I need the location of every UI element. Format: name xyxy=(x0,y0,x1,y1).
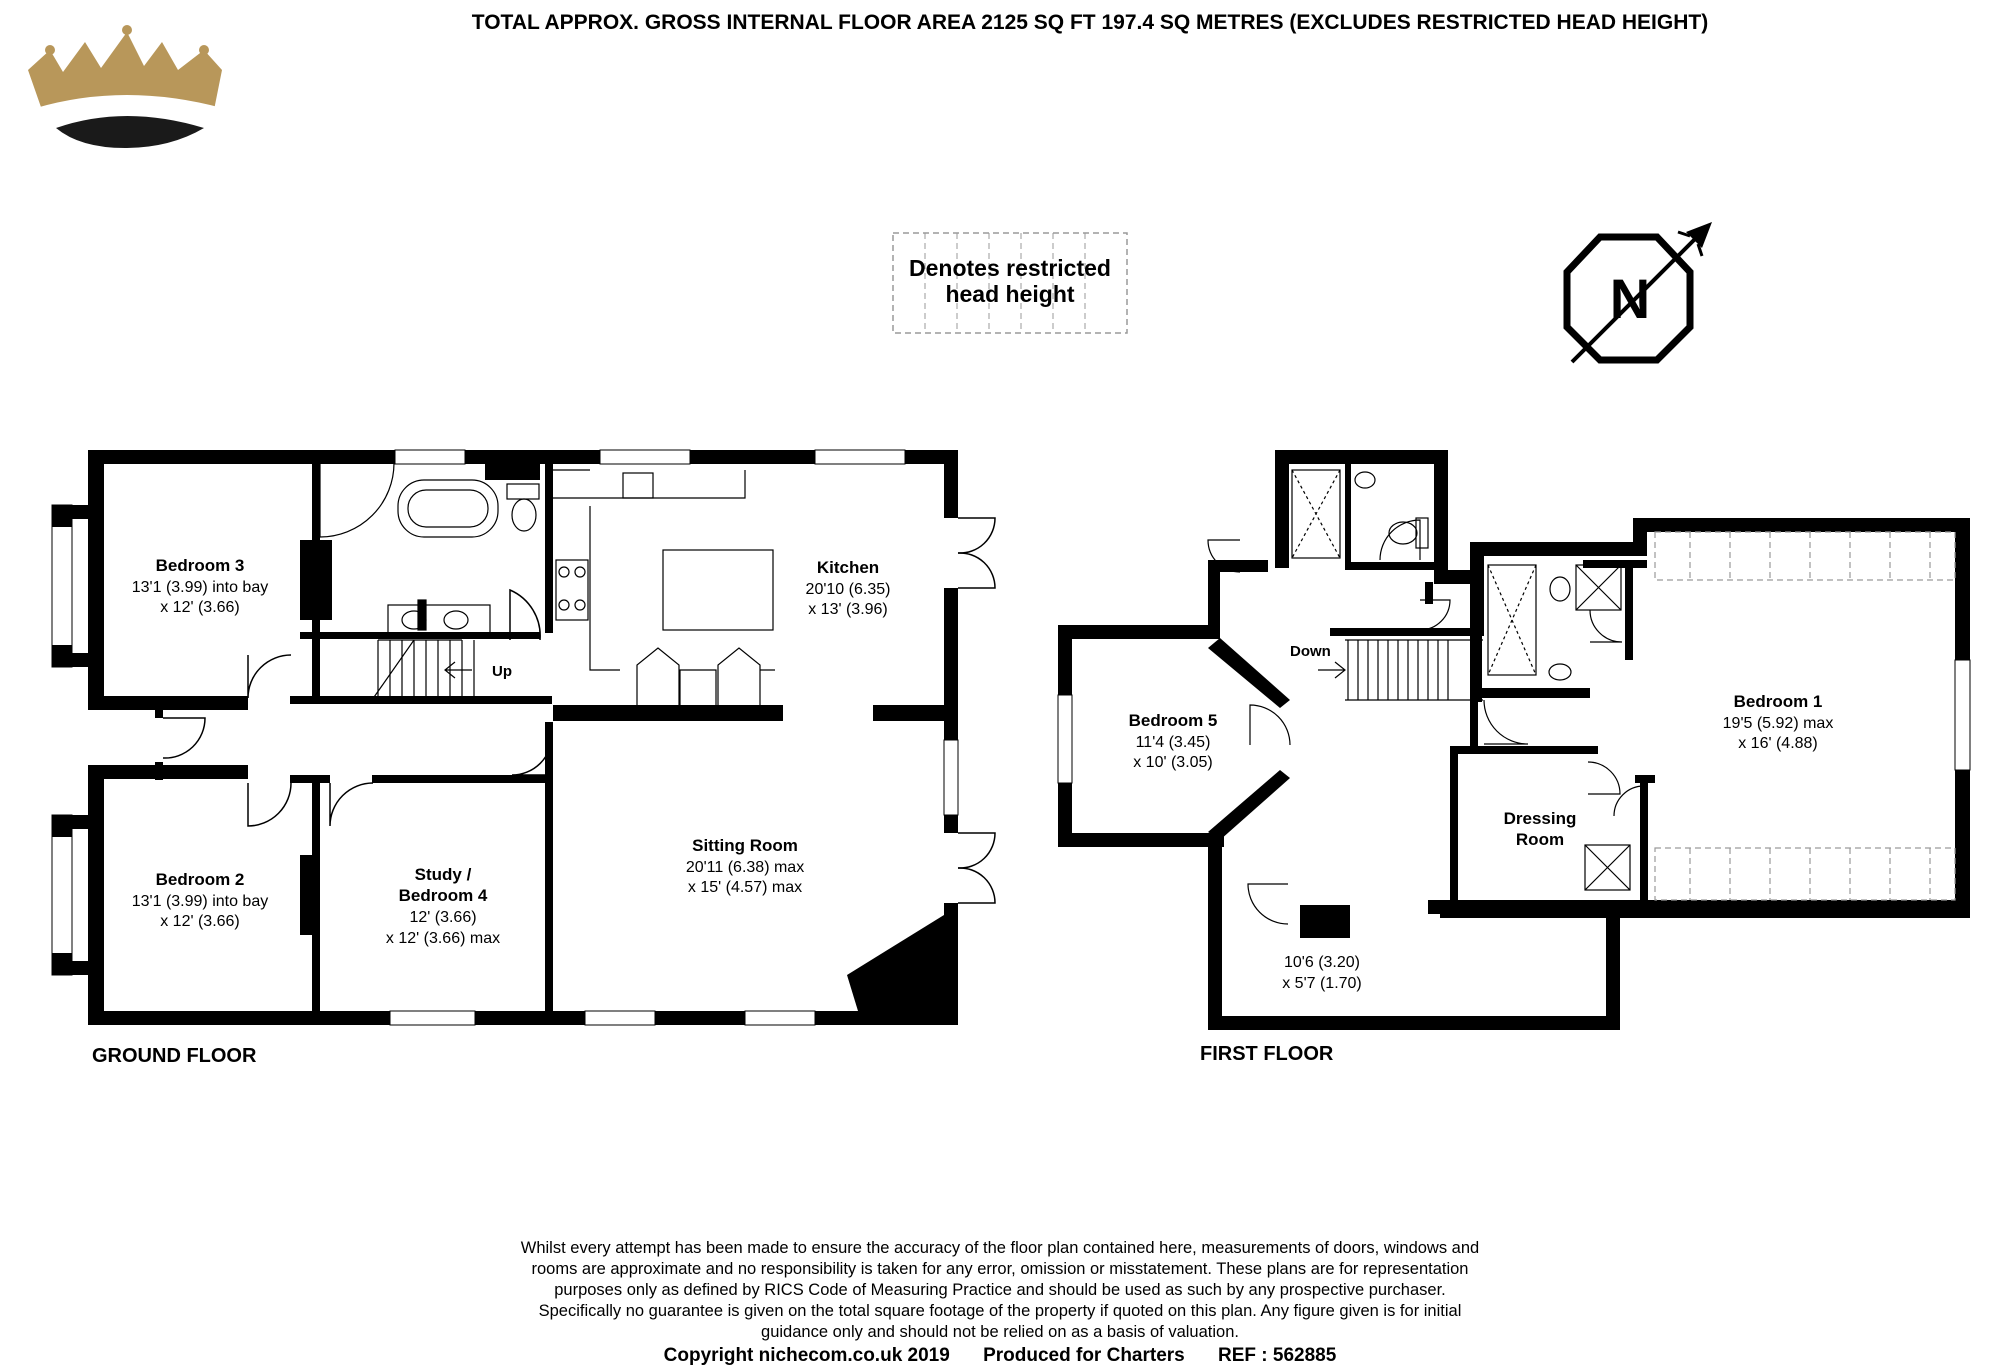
sitting-dim1: 20'11 (6.38) max xyxy=(685,859,805,876)
room-bedroom5 xyxy=(1129,711,1218,771)
room-small xyxy=(1282,954,1362,992)
dressing-name2: Room xyxy=(1515,830,1565,849)
kitchen-name: Kitchen xyxy=(816,558,880,577)
ground-floor-label: GROUND FLOOR xyxy=(92,1045,257,1067)
bedroom1-dim1: 19'5 (5.92) max xyxy=(1722,715,1834,732)
area-title: TOTAL APPROX. GROSS INTERNAL FLOOR AREA 2125 SQ FT 197.4 SQ METRES (EXCLUDES RESTRICTED HEAD HEIGHT) xyxy=(471,11,1709,34)
room-small-dim1: 10'6 (3.20) xyxy=(1284,954,1360,971)
room-dressing xyxy=(1504,809,1577,849)
crown-logo-icon xyxy=(28,25,222,148)
disclaimer-line: Whilst every attempt has been made to ensure the accuracy of the floor plan contained here, measurements of doors, windows and xyxy=(520,1239,1480,1257)
bedroom2-name: Bedroom 2 xyxy=(155,870,245,889)
room-kitchen xyxy=(806,558,891,618)
footer-produced: Produced for Charters xyxy=(983,1345,1185,1366)
sitting-dim2: x 15' (4.57) max xyxy=(687,879,803,896)
disclaimer xyxy=(440,1238,1560,1343)
disclaimer-line: purposes only as defined by RICS Code of Measuring Practice and should be used as such by any prospective purchaser. xyxy=(554,1281,1446,1299)
bedroom3-dim2: x 12' (3.66) xyxy=(160,599,240,616)
disclaimer-line: guidance only and should not be relied on as a basis of valuation. xyxy=(761,1323,1239,1341)
room-bedroom3 xyxy=(132,556,268,616)
room-bedroom1 xyxy=(1723,692,1834,752)
bedroom3-name: Bedroom 3 xyxy=(155,556,245,575)
study-dim2: x 12' (3.66) max xyxy=(385,930,501,947)
study-dim1: 12' (3.66) xyxy=(409,909,477,926)
legend-line2: head height xyxy=(945,281,1075,307)
ground-floor-plan xyxy=(52,450,958,1025)
bedroom5-name: Bedroom 5 xyxy=(1128,711,1218,730)
ground-stairs-label: Up xyxy=(492,663,512,680)
north-compass-icon xyxy=(1567,222,1712,362)
sitting-name: Sitting Room xyxy=(692,836,798,855)
footer-copyright: Copyright nichecom.co.uk 2019 xyxy=(663,1345,950,1366)
first-floor-label: FIRST FLOOR xyxy=(1200,1043,1334,1065)
bedroom1-dim2: x 16' (4.88) xyxy=(1738,735,1818,752)
bedroom1-name: Bedroom 1 xyxy=(1733,692,1823,711)
room-study xyxy=(386,865,500,947)
kitchen-dim2: x 13' (3.96) xyxy=(808,601,888,618)
footer xyxy=(440,1345,1560,1367)
bedroom5-dim2: x 10' (3.05) xyxy=(1133,754,1213,771)
study-name2: Bedroom 4 xyxy=(398,886,488,905)
room-bedroom2 xyxy=(132,870,268,930)
study-name1: Study / xyxy=(414,865,472,884)
kitchen-dim1: 20'10 (6.35) xyxy=(805,581,891,598)
bedroom2-dim1: 13'1 (3.99) into bay xyxy=(131,893,269,910)
first-stairs-label: Down xyxy=(1290,643,1331,660)
bedroom2-dim2: x 12' (3.66) xyxy=(160,913,240,930)
legend-line1: Denotes restricted xyxy=(909,255,1111,281)
restricted-height-legend xyxy=(893,233,1127,333)
footer-ref: REF : 562885 xyxy=(1218,1345,1337,1366)
room-sitting xyxy=(686,836,804,896)
dressing-name1: Dressing xyxy=(1503,809,1577,828)
bedroom5-dim1: 11'4 (3.45) xyxy=(1135,734,1211,751)
disclaimer-line: Specifically no guarantee is given on the total square footage of the property if quoted on this plan. Any figure given is for initial xyxy=(538,1302,1462,1320)
bedroom3-dim1: 13'1 (3.99) into bay xyxy=(131,579,269,596)
room-small-dim2: x 5'7 (1.70) xyxy=(1282,975,1362,992)
disclaimer-line: rooms are approximate and no responsibility is taken for any error, omission or misstatement. These plans are for representation xyxy=(531,1260,1469,1278)
compass-letter: N xyxy=(1609,267,1651,330)
